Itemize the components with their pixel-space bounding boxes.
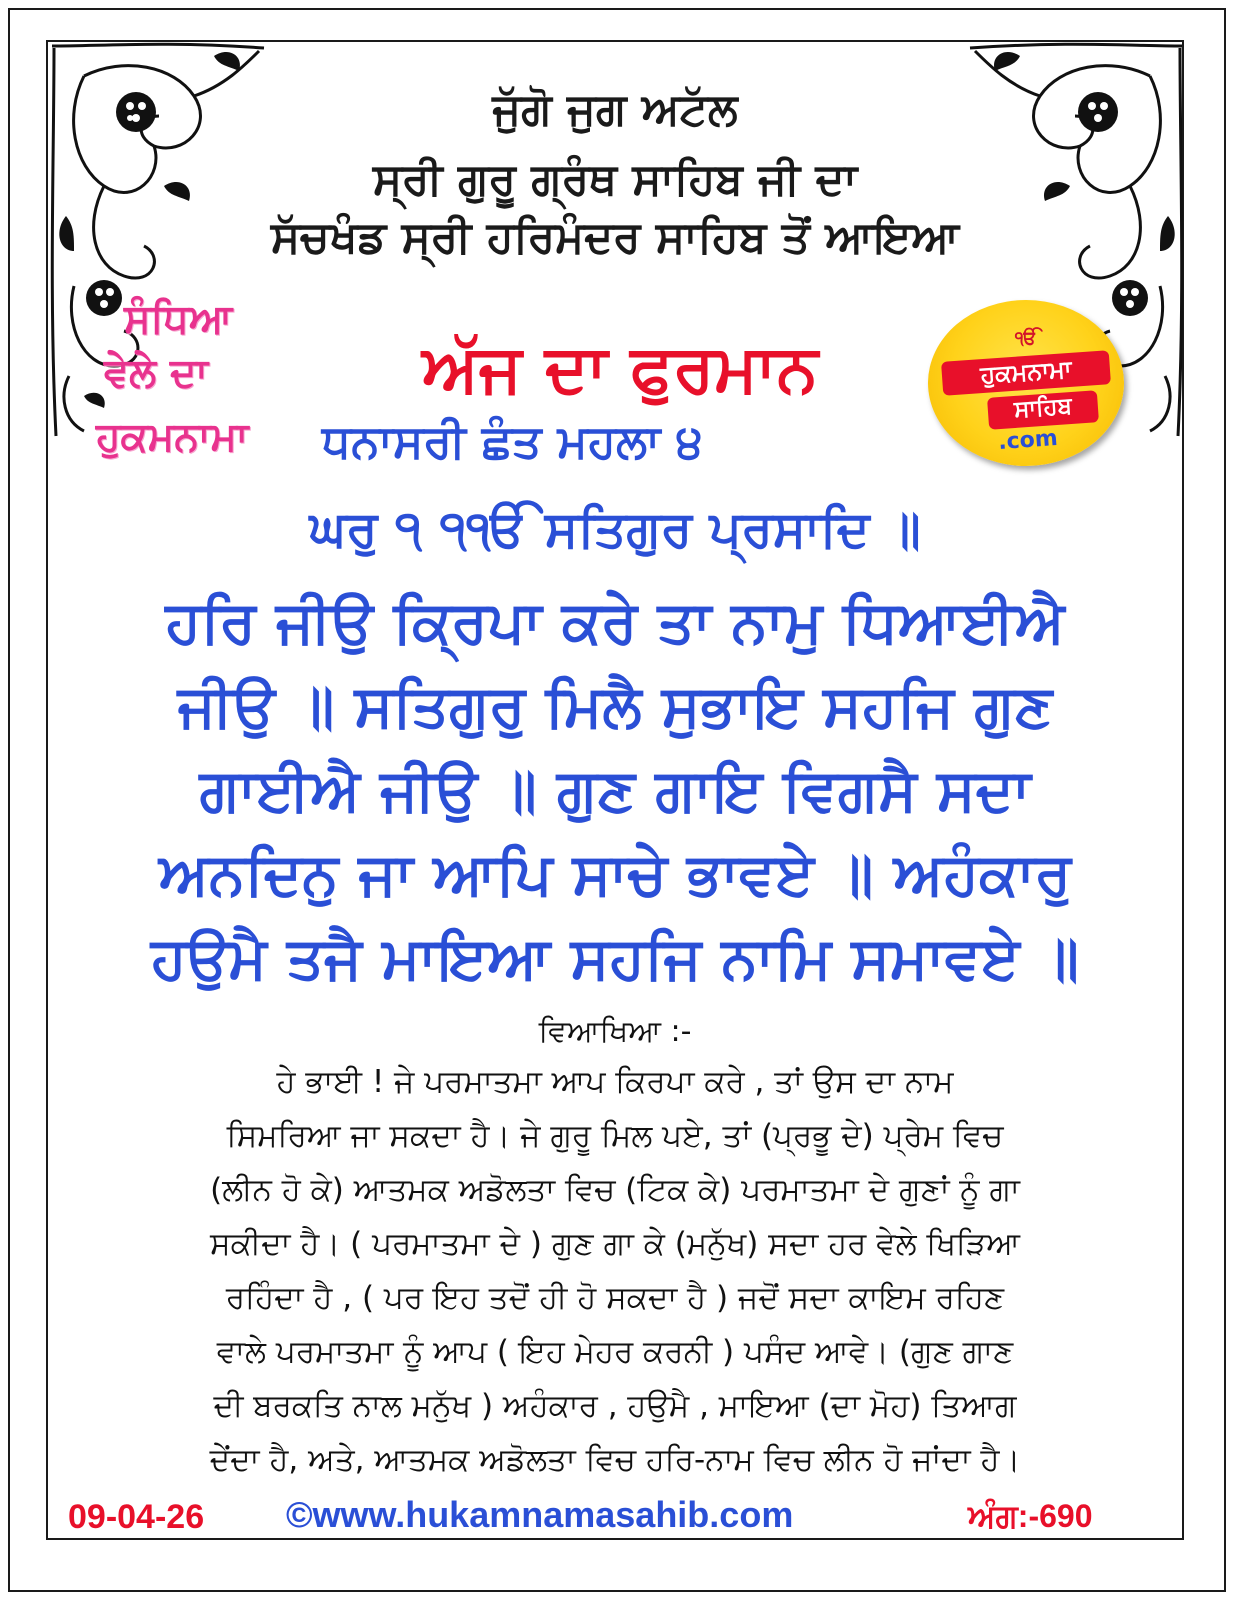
explanation-line-6: ਵਾਲੇ ਪਰਮਾਤਮਾ ਨੂੰ ਆਪ ( ਇਹ ਮੇਹਰ ਕਰਨੀ ) ਪਸੰਦ ਆਵੇ। (ਗੁਣ ਗਾਣ <box>216 1334 1014 1370</box>
header-line-2: ਸ੍ਰੀ ਗੁਰੂ ਗ੍ਰੰਥ ਸਾਹਿਬ ਜੀ ਦਾ <box>372 154 858 205</box>
raag-heading: ਧਨਾਸਰੀ ਛੰਤ ਮਹਲਾ ੪ <box>322 414 703 468</box>
shabad-line-4: ਅਨਦਿਨੁ ਜਾ ਆਪਿ ਸਾਚੇ ਭਾਵਏ ॥ ਅਹੰਕਾਰੁ <box>158 840 1072 908</box>
header-line-1: ਜੁੱਗੋ ਜੁਗ ਅਟੱਲ <box>492 84 738 135</box>
date-stamp: 09-04-26 <box>68 1498 205 1536</box>
website-link[interactable]: ©www.hukamnamasahib.com <box>286 1494 794 1535</box>
header-line-3: ਸੱਚਖੰਡ ਸ੍ਰੀ ਹਰਿਮੰਦਰ ਸਾਹਿਬ ਤੋਂ ਆਇਆ <box>270 212 960 263</box>
explanation-line-3: (ਲੀਨ ਹੋ ਕੇ) ਆਤਮਕ ਅਡੋਲਤਾ ਵਿਚ (ਟਿਕ ਕੇ) ਪਰਮਾਤਮਾ ਦੇ ਗੁਣਾਂ ਨੂੰ ਗਾ <box>210 1172 1020 1208</box>
explanation-line-7: ਦੀ ਬਰਕਤਿ ਨਾਲ ਮਨੁੱਖ ) ਅਹੰਕਾਰ , ਹਉਮੈ , ਮਾਇਆ (ਦਾ ਮੋਹ) ਤਿਆਗ <box>213 1388 1017 1424</box>
explanation-line-8: ਦੇਂਦਾ ਹੈ, ਅਤੇ, ਆਤਮਕ ਅਡੋਲਤਾ ਵਿਚ ਹਰਿ-ਨਾਮ ਵਿਚ ਲੀਨ ਹੋ ਜਾਂਦਾ ਹੈ। <box>209 1442 1021 1478</box>
explanation-heading: ਵਿਆਖਿਆ :- <box>538 1014 692 1049</box>
explanation-line-4: ਸਕੀਦਾ ਹੈ। ( ਪਰਮਾਤਮਾ ਦੇ ) ਗੁਣ ਗਾ ਕੇ (ਮਨੁੱਖ) ਸਦਾ ਹਰ ਵੇਲੇ ਖਿੜਿਆ <box>209 1226 1021 1262</box>
explanation-line-1: ਹੇ ਭਾਈ ! ਜੇ ਪਰਮਾਤਮਾ ਆਪ ਕਿਰਪਾ ਕਰੇ , ਤਾਂ ਉਸ ਦਾ ਨਾਮ <box>276 1064 954 1100</box>
raag-subheading: ਘਰੁ ੧ ੧ੴ ਸਤਿਗੁਰ ਪ੍ਰਸਾਦਿ ॥ <box>309 500 921 558</box>
side-label-line-2: ਵੇਲੇ ਦਾ <box>104 350 208 396</box>
logo-text-line-1: ਹੁਕਮਨਾਮਾ <box>979 354 1073 390</box>
explanation-line-2: ਸਿਮਰਿਆ ਜਾ ਸਕਦਾ ਹੈ। ਜੇ ਗੁਰੂ ਮਿਲ ਪਏ, ਤਾਂ (ਪ੍ਰਭੂ ਦੇ) ਪ੍ਰੇਮ ਵਿਚ <box>226 1118 1004 1154</box>
logo-text-line-2: ਸਾਹਿਬ <box>1013 393 1073 423</box>
shabad-line-5: ਹਉਮੈ ਤਜੈ ਮਾਇਆ ਸਹਜਿ ਨਾਮਿ ਸਮਾਵਏ ॥ <box>151 924 1079 992</box>
shabad-line-2: ਜੀਉ ॥ ਸਤਿਗੁਰੁ ਮਿਲੈ ਸੁਭਾਇ ਸਹਜਿ ਗੁਣ <box>177 672 1053 740</box>
page-title: ਅੱਜ ਦਾ ਫੁਰਮਾਨ <box>422 330 818 407</box>
shabad-line-3: ਗਾਈਐ ਜੀਉ ॥ ਗੁਣ ਗਾਇ ਵਿਗਸੈ ਸਦਾ <box>199 756 1031 824</box>
hukamnama-sahib-logo <box>928 300 1128 470</box>
side-label-line-1: ਸੰਧਿਆ <box>124 296 233 342</box>
explanation-line-5: ਰਹਿੰਦਾ ਹੈ , ( ਪਰ ਇਹ ਤਦੋਂ ਹੀ ਹੋ ਸਕਦਾ ਹੈ ) ਜਦੋਂ ਸਦਾ ਕਾਇਮ ਰਹਿਣ <box>225 1280 1005 1316</box>
shabad-line-1: ਹਰਿ ਜੀਉ ਕ੍ਰਿਪਾ ਕਰੇ ਤਾ ਨਾਮੁ ਧਿਆਈਐ <box>165 588 1065 656</box>
gurmukhi-ik-onkar-icon: ੴ <box>1015 328 1037 349</box>
side-label-line-3: ਹੁਕਮਨਾਮਾ <box>96 414 249 460</box>
ang-number: ਅੰਗ:-690 <box>968 1498 1093 1534</box>
logo-text-line-3: .com <box>997 425 1059 456</box>
